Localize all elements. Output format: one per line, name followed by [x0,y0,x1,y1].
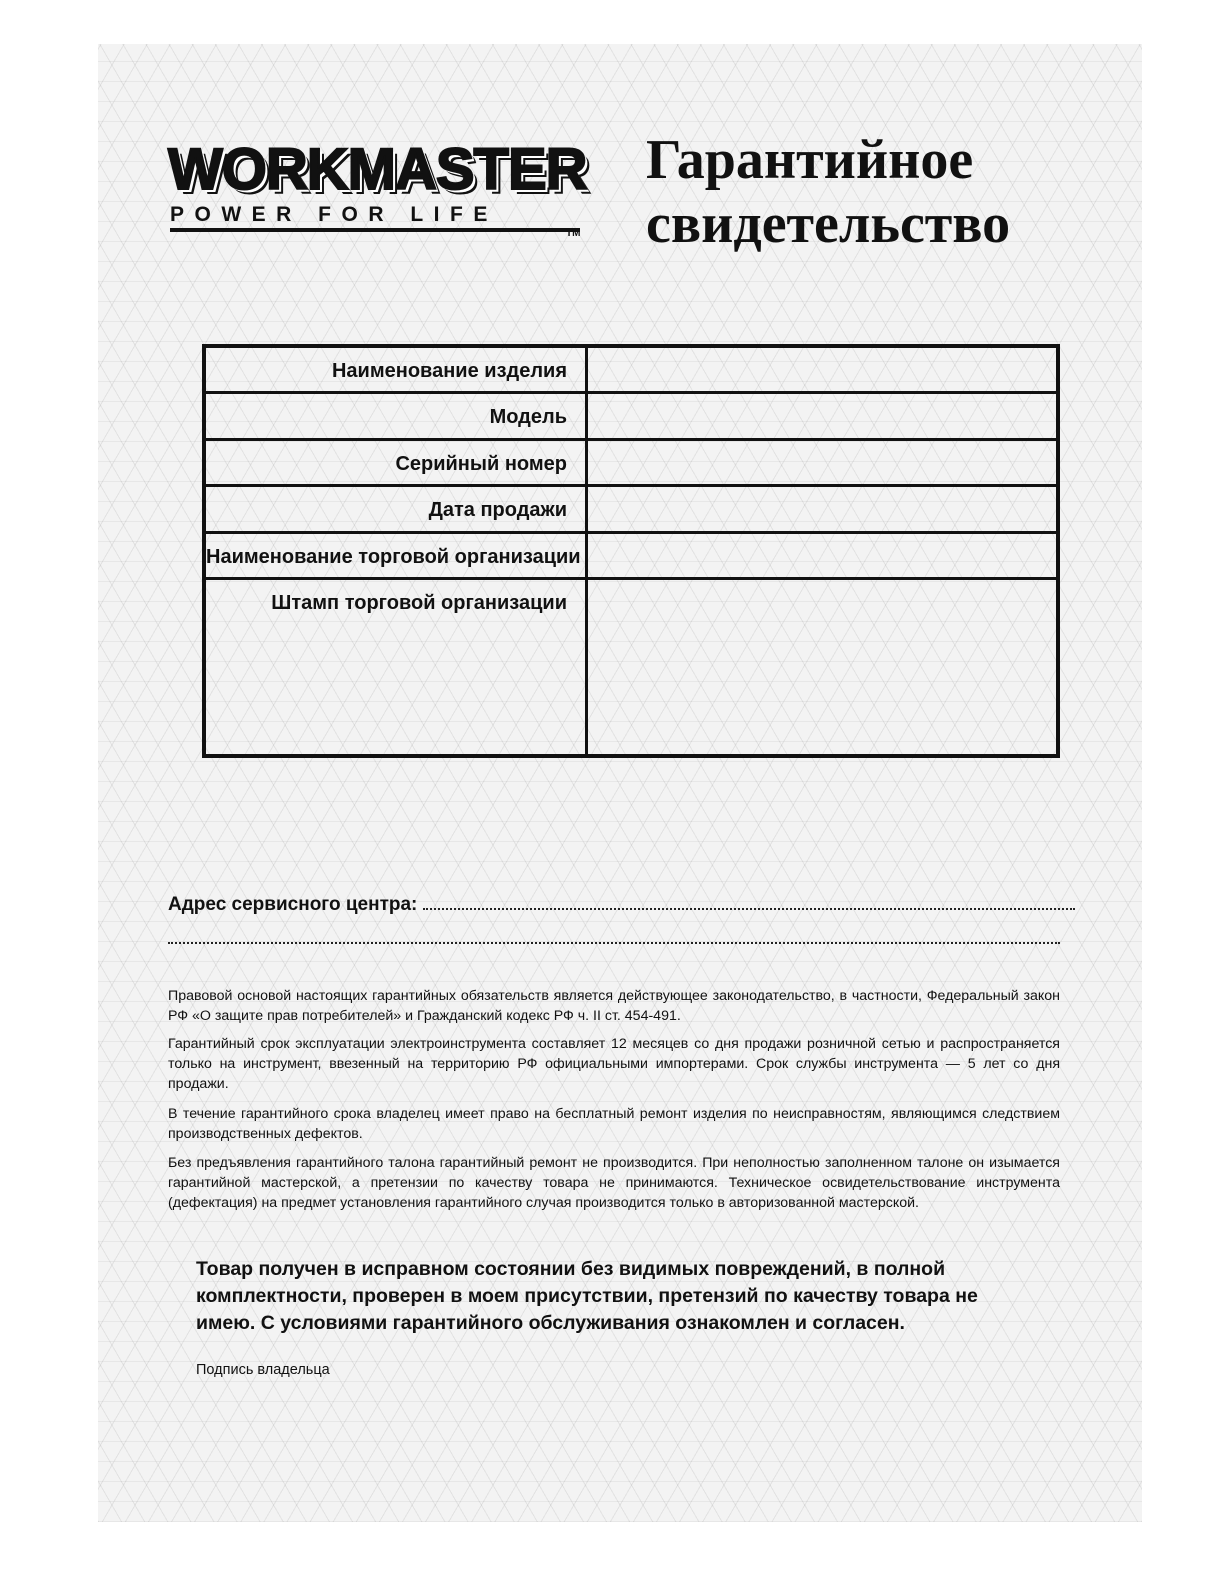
form-row-model [206,394,1056,441]
coupon-conditions-paragraph: Без предъявления гарантийного талона гарантийный ремонт не производится. При неполностью заполненном талоне он изымается гарантийной мастерской, а претензии по качеству товара не принимаются. Техническое освидетельствование инструмента (дефектация) на предмет установления гарантийного случая производится только в авторизованной мастерской. [168,1155,1060,1211]
acknowledgement-text: Товар получен в исправном состоянии без видимых повреждений, в полной комплектности, проверен в моем присутствии, претензий по качеству товара не имею. С условиями гарантийного обслуживания ознакомлен и согласен. [196,1258,978,1334]
form-row-sale-date [206,487,1056,534]
free-repair-paragraph: В течение гарантийного срока владелец имеет право на бесплатный ремонт изделия по неисправностям, являющимся следствием производственных дефектов. [168,1106,1060,1142]
sale-date-field[interactable] [588,487,1056,531]
warranty-period-paragraph: Гарантийный срок эксплуатации электроинструмента составляет 12 месяцев со дня продажи розничной сетью и распространяется только на инструмент, ввезенный на территорию РФ официальными импортерами. Срок службы инструмента — 5 лет со дня продажи. [168,1036,1060,1092]
logo-brand: WORKMASTER [168,137,587,202]
form-row-serial [206,441,1056,487]
form-label: Наименование торговой организации [206,534,588,577]
form-row-product-name [206,348,1056,394]
form-row-store-stamp [206,580,1056,754]
store-stamp-field[interactable] [588,580,1056,754]
owner-signature-label: Подпись владельца [196,1362,330,1378]
logo-trademark: TM [566,228,581,239]
logo-tagline: POWER FOR LIFE [170,204,580,232]
legal-basis-paragraph: Правовой основой настоящих гарантийных обязательств является действующее законодательство, в частности, Федеральный закон РФ «О защите прав потребителей» и Гражданский кодекс РФ ч. II ст. 454-491. [168,988,1060,1024]
service-address-line-1[interactable] [423,908,1075,910]
model-field[interactable] [588,394,1056,438]
title-line-2: свидетельство [646,193,1011,255]
warranty-form [202,344,1060,758]
workmaster-logo [168,137,588,240]
page-title [646,128,1126,256]
form-label: Дата продажи [206,487,588,531]
form-label: Модель [206,394,588,438]
service-address-line-2[interactable] [168,942,1060,944]
store-name-field[interactable] [588,534,1056,577]
form-row-store-name [206,534,1056,580]
service-address [168,894,1060,916]
service-address-label: Адрес сервисного центра: [168,894,418,915]
form-label: Серийный номер [206,441,588,484]
serial-number-field[interactable] [588,441,1056,484]
title-line-1: Гарантийное [646,129,974,191]
form-label: Штамп торговой организации [206,580,588,754]
form-label: Наименование изделия [206,348,588,391]
product-name-field[interactable] [588,348,1056,391]
